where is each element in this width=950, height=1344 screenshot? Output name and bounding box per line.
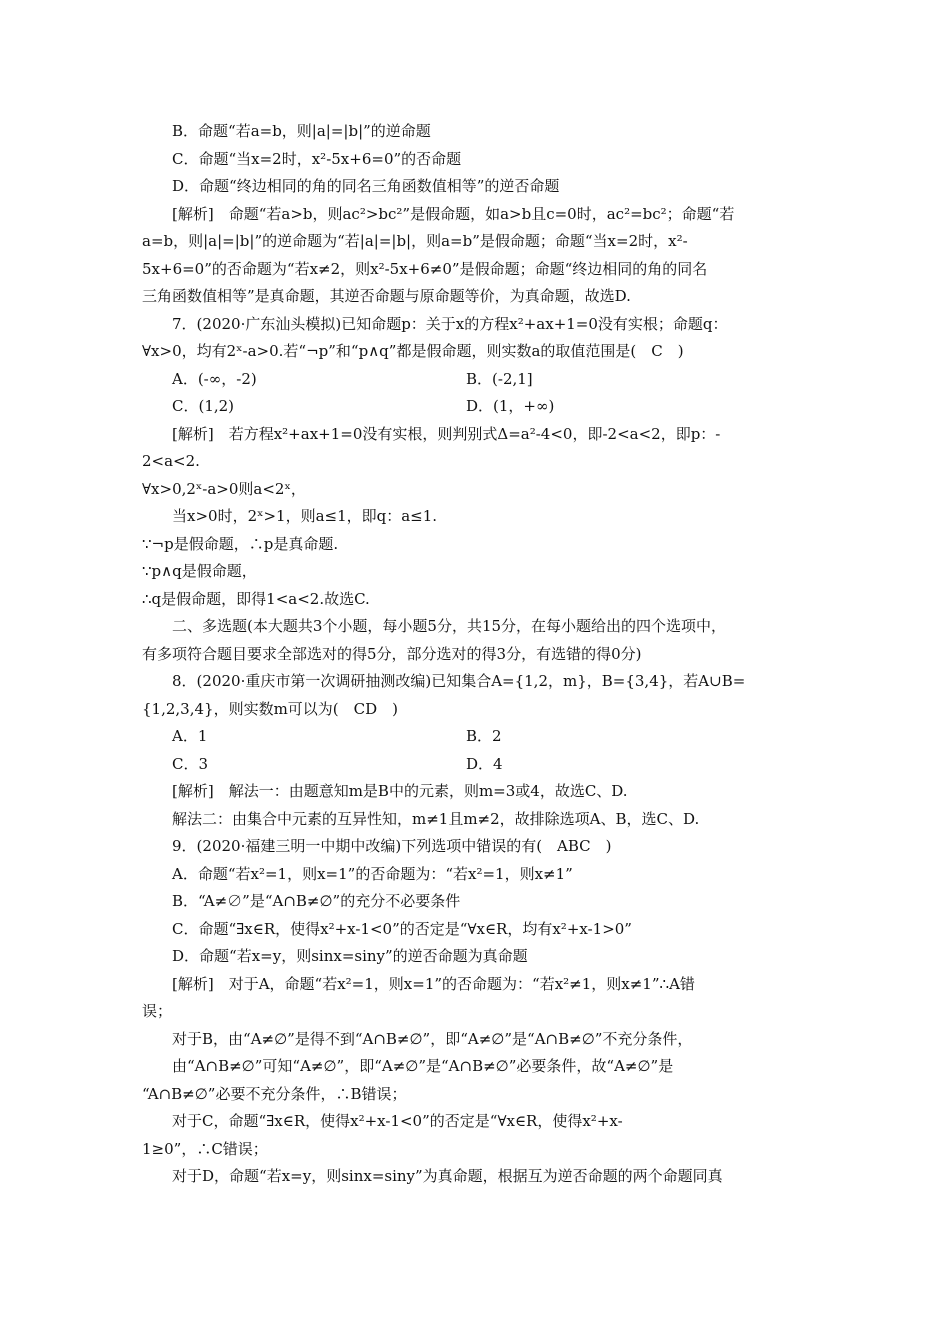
q9-option-c: C．命题“∃x∈R，使得x²+x-1<0”的否定是“∀x∈R，均有x²+x-1>0” — [172, 919, 632, 938]
q8-solution-line: [解析] 解法一：由题意知m是B中的元素，则m=3或4，故选C、D. — [172, 782, 628, 800]
q6-solution-line: a=b，则|a|=|b|”的逆命题为“若|a|=|b|，则a=b”是假命题；命题“当x=2时，x²- — [142, 232, 688, 250]
q8-stem: 8．(2020·重庆市第一次调研抽测改编)已知集合A={1,2，m}，B={3,4}，若A∪B= — [172, 672, 746, 690]
q6-option-b: B．命题“若a=b，则|a|=|b|”的逆命题 — [172, 122, 431, 140]
q7-solution-line: ∵¬p是假命题，∴p是真命题. — [142, 534, 339, 553]
document-body — [142, 118, 822, 1191]
q7-option-c: C．(1,2) — [172, 397, 235, 415]
q9-solution-line: 1≥0”，∴C错误； — [142, 1139, 268, 1158]
q8-option-d: D．4 — [466, 754, 503, 773]
q9-stem: 9．(2020·福建三明一中期中改编)下列选项中错误的有( ABC ) — [172, 837, 612, 855]
q9-option-a: A．命题“若x²=1，则x=1”的否命题为：“若x²=1，则x≠1” — [172, 864, 573, 883]
q7-solution-line: 2<a<2. — [142, 452, 200, 470]
q9-option-d: D．命题“若x=y，则sinx=siny”的逆否命题为真命题 — [172, 947, 528, 965]
q8-option-c: C．3 — [172, 754, 209, 773]
section-heading: 二、多选题(本大题共3个小题，每小题5分，共15分，在每小题给出的四个选项中， — [172, 617, 727, 635]
q6-solution-line: [解析] 命题“若a>b，则ac²>bc²”是假命题，如a>b且c=0时，ac²=bc²；命题“若 — [172, 204, 735, 223]
q7-stem: 7．(2020·广东汕头模拟)已知命题p：关于x的方程x²+ax+1=0没有实根；命题q： — [172, 314, 728, 333]
q8-stem: {1,2,3,4}，则实数m可以为( CD ) — [142, 699, 398, 718]
q8-options-row — [142, 723, 822, 751]
q6-option-d: D．命题“终边相同的角的同名三角函数值相等”的逆否命题 — [172, 177, 560, 195]
q7-option-d: D．(1，+∞) — [466, 397, 555, 415]
q7-option-a: A．(-∞，-2) — [172, 369, 257, 388]
section-heading: 有多项符合题目要求全部选对的得5分，部分选对的得3分，有选错的得0分) — [142, 644, 642, 663]
q9-solution-line: “A∩B≠∅”必要不充分条件，∴B错误； — [142, 1084, 407, 1103]
q9-solution-line: 误； — [142, 1002, 173, 1020]
q8-options-row — [142, 751, 822, 779]
q9-solution-line: 由“A∩B≠∅”可知“A≠∅”，即“A≠∅”是“A∩B≠∅”必要条件，故“A≠∅”是 — [172, 1057, 674, 1075]
q8-option-a: A．1 — [172, 727, 208, 745]
q7-options-row — [142, 366, 822, 394]
q7-options-row — [142, 393, 822, 421]
q8-solution-line: 解法二：由集合中元素的互异性知，m≠1且m≠2，故排除选项A、B，选C、D. — [172, 809, 700, 828]
q9-solution-line: 对于D，命题“若x=y，则sinx=siny”为真命题，根据互为逆否命题的两个命题同真 — [172, 1167, 723, 1185]
q9-solution-line: 对于B，由“A≠∅”是得不到“A∩B≠∅”，即“A≠∅”是“A∩B≠∅”不充分条件， — [172, 1029, 693, 1048]
q8-option-b: B．2 — [466, 727, 502, 745]
q9-solution-line: [解析] 对于A，命题“若x²=1，则x=1”的否命题为：“若x²≠1，则x≠1”∴A错 — [172, 974, 695, 993]
q7-solution-line: ∴q是假命题，即得1<a<2.故选C. — [142, 589, 370, 608]
q6-option-c: C．命题“当x=2时，x²-5x+6=0”的否命题 — [172, 149, 462, 168]
q7-stem: ∀x>0，均有2ˣ-a>0.若“¬p”和“p∧q”都是假命题，则实数a的取值范围是( C ) — [142, 342, 684, 360]
q9-option-b: B．“A≠∅”是“A∩B≠∅”的充分不必要条件 — [172, 892, 461, 910]
q7-solution-line: [解析] 若方程x²+ax+1=0没有实根，则判别式Δ=a²-4<0，即-2<a<2，即p：- — [172, 424, 721, 443]
q6-solution-line: 三角函数值相等”是真命题，其逆否命题与原命题等价，为真命题，故选D. — [142, 287, 631, 305]
q7-solution-line: 当x>0时，2ˣ>1，则a≤1，即q：a≤1. — [172, 507, 438, 525]
q7-option-b: B．(-2,1] — [466, 369, 533, 388]
q7-solution-line: ∵p∧q是假命题， — [142, 562, 257, 580]
q9-solution-line: 对于C，命题“∃x∈R，使得x²+x-1<0”的否定是“∀x∈R，使得x²+x- — [172, 1112, 623, 1130]
q6-solution-line: 5x+6=0”的否命题为“若x≠2，则x²-5x+6≠0”是假命题；命题“终边相同的角的同名 — [142, 259, 708, 278]
q7-solution-line: ∀x>0,2ˣ-a>0则a<2ˣ， — [142, 479, 306, 498]
